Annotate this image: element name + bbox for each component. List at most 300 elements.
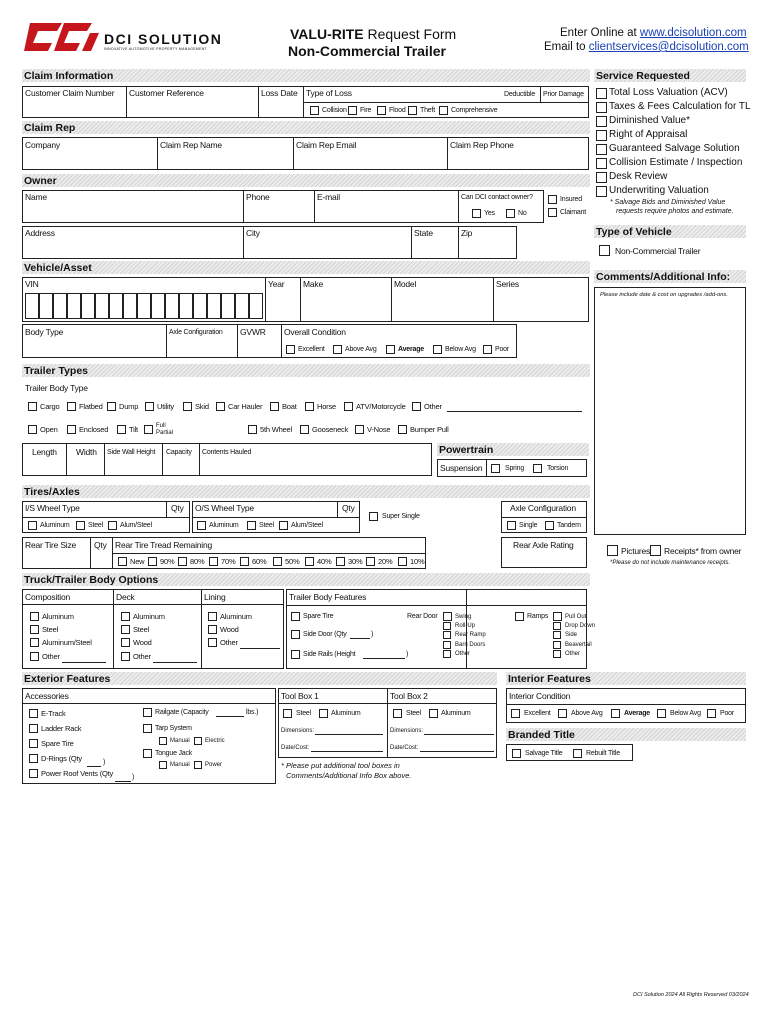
trailer-type-other-checkbox[interactable] (412, 402, 421, 411)
tread-70-checkbox[interactable] (209, 557, 218, 566)
tread-40-label: 40% (317, 557, 332, 566)
tarp-manual-checkbox[interactable] (159, 737, 167, 745)
length-label: Length (32, 447, 57, 457)
service-collision-estimate-inspection-checkbox[interactable] (596, 158, 607, 169)
ramps-checkbox[interactable] (515, 612, 524, 621)
salvage-title-checkbox[interactable] (512, 749, 521, 758)
deck-steel-checkbox[interactable] (121, 625, 130, 634)
series-label: Series (496, 279, 519, 289)
ramp-beavertail-checkbox[interactable] (553, 641, 561, 649)
trailer-type-horse-label: Horse (317, 402, 337, 411)
trailer-type-dump-label: Dump (119, 402, 139, 411)
theft-checkbox[interactable] (408, 106, 417, 115)
prior-damage-label: Prior Damage (543, 91, 584, 98)
composition-steel-label: Steel (42, 625, 59, 634)
owner-phone-label: Phone (246, 192, 270, 202)
interior-excellent-checkbox[interactable] (511, 709, 520, 718)
is-qty-label: Qty (171, 503, 184, 513)
rear-door-roll-up-checkbox[interactable] (443, 622, 451, 630)
tires-axles-header: Tires/Axles (22, 485, 590, 498)
trailer-type2-gooseneck-checkbox[interactable] (300, 425, 309, 434)
lining-other-checkbox[interactable] (208, 638, 217, 647)
deck-wood-label: Wood (133, 638, 152, 647)
make-label: Make (303, 279, 323, 289)
claim-rep-header: Claim Rep (22, 121, 590, 134)
city-label: City (246, 228, 260, 238)
rear-door-rear-ramp-label: Rear Ramp (455, 632, 486, 638)
ramp-other-label: Other (565, 651, 581, 657)
customer-claim-number-label: Customer Claim Number (25, 88, 115, 98)
toolbox-note-2: Comments/Additional Info Box above. (286, 771, 412, 780)
os-steel-checkbox[interactable] (247, 521, 256, 530)
trailer-type-skid-label: Skid (195, 402, 209, 411)
trailer-type2-5th-wheel-label: 5th Wheel (260, 425, 292, 434)
ramp-other-checkbox[interactable] (553, 650, 561, 658)
os-wheel-type-label: O/S Wheel Type (195, 503, 254, 513)
ramp-pull-out-label: Pull Out (565, 614, 587, 620)
tread-90-label: 90% (160, 557, 175, 566)
condition-poor-checkbox[interactable] (483, 345, 492, 354)
tread-80-label: 80% (190, 557, 205, 566)
trailer-type2-enclosed-label: Enclosed (79, 425, 109, 434)
insured-checkbox[interactable] (548, 195, 557, 204)
rear-door-other-checkbox[interactable] (443, 650, 451, 658)
super-single-checkbox[interactable] (369, 512, 378, 521)
trailer-type-cargo-checkbox[interactable] (28, 402, 37, 411)
lbs-label: lbs.) (246, 709, 259, 716)
contact-yes-checkbox[interactable] (472, 209, 481, 218)
receipts-note: *Please do not include maintenance receipts. (610, 560, 731, 566)
composition-aluminum-steel-label: Aluminum/Steel (42, 638, 92, 647)
rear-door-checkbox[interactable] (443, 612, 452, 621)
suspension-label: Suspension (440, 463, 483, 473)
fire-checkbox[interactable] (348, 106, 357, 115)
receipts-label: Receipts* from owner (664, 546, 742, 556)
tread-10-checkbox[interactable] (398, 557, 407, 566)
logo-tagline: INNOVATIVE AUTOMOTIVE PROPERTY MANAGEMENT (104, 47, 207, 51)
os-alum-steel-checkbox[interactable] (279, 521, 288, 530)
deck-label: Deck (116, 592, 135, 602)
rear-door-barn-doors-label: Barn Doors (455, 642, 486, 648)
vin-char-1-input[interactable] (25, 293, 39, 319)
state-label: State (414, 228, 433, 238)
axle-configuration-title: Axle Configuration (510, 503, 576, 513)
side-rails-checkbox[interactable] (291, 650, 300, 659)
powertrain-header: Powertrain (437, 443, 589, 456)
toolbox2-aluminum-checkbox[interactable] (429, 709, 438, 718)
rear-axle-rating-label: Rear Axle Rating (513, 540, 574, 550)
tongue-manual-checkbox[interactable] (159, 761, 167, 769)
width-label: Width (76, 447, 97, 457)
ramps-label: Ramps (527, 613, 549, 620)
trailer-type2-open-checkbox[interactable] (28, 425, 37, 434)
tool-box-1-label: Tool Box 1 (281, 691, 319, 701)
model-label: Model (394, 279, 417, 289)
form-title (290, 27, 456, 41)
lining-wood-checkbox[interactable] (208, 625, 217, 634)
ramp-drop-down-label: Drop Down (565, 623, 596, 629)
accessory-ladder-rack-checkbox[interactable] (29, 724, 38, 733)
trailer-type2-tilt-label: Tilt (129, 425, 138, 434)
service-underwriting-valuation-label: Underwriting Valuation (609, 185, 709, 196)
tongue-manual-label: Manual (170, 762, 190, 768)
owner-email-label: E-mail (317, 192, 340, 202)
condition-excellent-checkbox[interactable] (286, 345, 295, 354)
lining-aluminum-checkbox[interactable] (208, 612, 217, 621)
tread-90-checkbox[interactable] (148, 557, 157, 566)
tread-60-label: 60% (252, 557, 267, 566)
trailer-type-dump-checkbox[interactable] (107, 402, 116, 411)
rear-tire-size-label: Rear Tire Size (25, 540, 77, 550)
capacity-label: Capacity (166, 449, 192, 456)
accessory-e-track-checkbox[interactable] (29, 709, 38, 718)
service-diminished-value-checkbox[interactable] (596, 116, 607, 127)
is-aluminum-checkbox[interactable] (28, 521, 37, 530)
service-taxes-fees-calculation-for-tl-label: Taxes & Fees Calculation for TL (609, 101, 751, 112)
vin-char-13-input[interactable] (193, 293, 207, 319)
composition-aluminum-label: Aluminum (42, 612, 74, 621)
trailer-type-utility-checkbox[interactable] (145, 402, 154, 411)
service-total-loss-valuation-acv-label: Total Loss Valuation (ACV) (609, 87, 728, 98)
trailer-type-atv-motorcycle-checkbox[interactable] (344, 402, 353, 411)
rear-door-other-label: Other (455, 651, 471, 657)
spring-checkbox[interactable] (491, 464, 500, 473)
tread-30-checkbox[interactable] (336, 557, 345, 566)
toolbox1-dimensions-label: Dimensions: (281, 728, 315, 734)
tread-80-checkbox[interactable] (178, 557, 187, 566)
rebuilt-title-checkbox[interactable] (573, 749, 582, 758)
type-of-loss-label: Type of Loss (306, 88, 352, 98)
lining-wood-label: Wood (220, 625, 239, 634)
ramps-sub-checkbox[interactable] (553, 612, 562, 621)
trailer-type-skid-checkbox[interactable] (183, 402, 192, 411)
tread-20-checkbox[interactable] (366, 557, 375, 566)
service-guaranteed-salvage-solution-label: Guaranteed Salvage Solution (609, 143, 740, 154)
accessories-label: Accessories (25, 691, 69, 701)
trailer-types-header: Trailer Types (22, 364, 590, 377)
flood-checkbox[interactable] (377, 106, 386, 115)
type-of-vehicle-header: Type of Vehicle (594, 225, 746, 238)
service-desk-review-checkbox[interactable] (596, 172, 607, 183)
title-brand: VALU-RITE (290, 26, 364, 42)
railgate-checkbox[interactable] (143, 708, 152, 717)
dci-logo-icon (24, 21, 100, 53)
single-axle-checkbox[interactable] (507, 521, 516, 530)
full-label: Full (156, 423, 166, 429)
online-line: Enter Online at www.dcisolution.com (560, 27, 747, 39)
claim-rep-email-label: Claim Rep Email (296, 140, 357, 150)
is-wheel-type-label: I/S Wheel Type (25, 503, 80, 513)
trailer-type2-v-nose-label: V-Nose (367, 425, 391, 434)
accessory-spare-tire-checkbox[interactable] (29, 739, 38, 748)
vin-char-6-input[interactable] (95, 293, 109, 319)
accessory-e-track-label: E-Track (41, 709, 66, 718)
ramp-side-checkbox[interactable] (553, 631, 561, 639)
tread-40-checkbox[interactable] (305, 557, 314, 566)
tread-30-label: 30% (348, 557, 363, 566)
rear-door-roll-up-label: Roll-Up (455, 623, 476, 629)
claim-rep-name-label: Claim Rep Name (160, 140, 222, 150)
accessory-power-roof-vents-qty-checkbox[interactable] (29, 769, 38, 778)
vin-char-4-input[interactable] (67, 293, 81, 319)
tread-50-checkbox[interactable] (273, 557, 282, 566)
body-type-label: Body Type (25, 327, 64, 337)
accessory-spare-tire-label: Spare Tire (41, 739, 74, 748)
contents-hauled-label: Contents Hauled (202, 449, 252, 456)
trailer-type2-enclosed-checkbox[interactable] (67, 425, 76, 434)
interior-features-header: Interior Features (506, 672, 746, 685)
vin-label: VIN (25, 279, 39, 289)
service-guaranteed-salvage-solution-checkbox[interactable] (596, 144, 607, 155)
trailer-type2-open-label: Open (40, 425, 58, 434)
service-diminished-value-label: Diminished Value* (609, 115, 690, 126)
tread-new-checkbox[interactable] (118, 557, 127, 566)
receipts-checkbox[interactable] (650, 545, 661, 556)
composition-aluminum-checkbox[interactable] (30, 612, 39, 621)
ramp-drop-down-checkbox[interactable] (553, 622, 561, 630)
spare-tire-feature-checkbox[interactable] (291, 612, 300, 621)
rear-door-barn-doors-checkbox[interactable] (443, 641, 451, 649)
d-rings-close-paren: ) (103, 759, 106, 766)
zip-label: Zip (461, 228, 473, 238)
tread-10-label: 10% (410, 557, 425, 566)
comprehensive-checkbox[interactable] (439, 106, 448, 115)
tongue-power-label: Power (205, 762, 223, 768)
address-box (22, 226, 517, 259)
composition-other-checkbox[interactable] (30, 652, 39, 661)
interior-above-avg-checkbox[interactable] (558, 709, 567, 718)
trailer-type-flatbed-label: Flatbed (79, 402, 103, 411)
os-qty-label: Qty (342, 503, 355, 513)
vin-char-3-input[interactable] (53, 293, 67, 319)
lining-other-label: Other (220, 638, 238, 647)
composition-steel-checkbox[interactable] (30, 625, 39, 634)
comments-textarea[interactable] (594, 287, 746, 535)
lining-label: Lining (204, 592, 226, 602)
super-single-label: Super Single (382, 513, 420, 520)
deck-steel-label: Steel (133, 625, 150, 634)
tongue-jack-label: Tongue Jack (155, 750, 193, 757)
footer-copyright: DCI Solution 2024 All Rights Reserved 03/2024 (633, 992, 749, 998)
customer-reference-label: Customer Reference (129, 88, 204, 98)
trailer-type-utility-label: Utility (157, 402, 174, 411)
claimant-checkbox[interactable] (548, 208, 557, 217)
deductible-label: Deductible (504, 91, 536, 98)
accessory-power-roof-vents-qty-label: Power Roof Vents (Qty (41, 769, 114, 778)
trailer-type2-v-nose-checkbox[interactable] (355, 425, 364, 434)
company-label: Company (25, 140, 60, 150)
vin-char-5-input[interactable] (81, 293, 95, 319)
non-commercial-trailer-label: Non-Commercial Trailer (615, 246, 701, 256)
rear-door-label: Rear Door (407, 613, 438, 620)
deck-other-label: Other (133, 652, 151, 661)
service-desk-review-label: Desk Review (609, 171, 668, 182)
ramp-side-label: Side (565, 632, 578, 638)
trailer-type-boat-label: Boat (282, 402, 297, 411)
service-total-loss-valuation-acv-checkbox[interactable] (596, 88, 607, 99)
side-door-checkbox[interactable] (291, 630, 300, 639)
tarp-system-checkbox[interactable] (143, 724, 152, 733)
tread-new-label: New (130, 557, 145, 566)
trailer-type-car-hauler-label: Car Hauler (228, 402, 263, 411)
torsion-checkbox[interactable] (533, 464, 542, 473)
ramp-beavertail-label: Beavertail (565, 642, 592, 648)
contact-owner-label: Can DCI contact owner? (461, 194, 533, 201)
tarp-system-label: Tarp System (155, 725, 192, 732)
partial-label: Partial (156, 430, 174, 436)
accessory-ladder-rack-label: Ladder Rack (41, 724, 82, 733)
overall-condition-label: Overall Condition (284, 327, 346, 337)
comments-note: Please include date & cost on upgrades /add-ons. (600, 292, 728, 298)
tarp-electric-checkbox[interactable] (194, 737, 202, 745)
trailer-type-other-label: Other (424, 402, 442, 411)
tread-60-checkbox[interactable] (240, 557, 249, 566)
trailer-type-horse-checkbox[interactable] (305, 402, 314, 411)
side-rails-close-paren: ) (406, 651, 409, 658)
toolbox2-steel-checkbox[interactable] (393, 709, 402, 718)
tongue-jack-checkbox[interactable] (143, 749, 152, 758)
interior-poor-checkbox[interactable] (707, 709, 716, 718)
toolbox1-date-cost-label: Date/Cost: (281, 745, 310, 751)
service-requested-header: Service Requested (594, 69, 746, 82)
tongue-power-checkbox[interactable] (194, 761, 202, 769)
trailer-body-type-label: Trailer Body Type (25, 383, 88, 393)
vin-char-7-input[interactable] (109, 293, 123, 319)
lining-aluminum-label: Aluminum (220, 612, 252, 621)
trailer-type2-5th-wheel-checkbox[interactable] (248, 425, 257, 434)
service-collision-estimate-inspection-label: Collision Estimate / Inspection (609, 157, 743, 168)
branded-title-header: Branded Title (506, 728, 746, 741)
service-note-1: * Salvage Bids and Diminished Value (610, 199, 726, 206)
trailer-body-features-label: Trailer Body Features (289, 592, 367, 602)
is-steel-checkbox[interactable] (76, 521, 85, 530)
collision-checkbox[interactable] (310, 106, 319, 115)
vin-char-10-input[interactable] (151, 293, 165, 319)
vin-char-2-input[interactable] (39, 293, 53, 319)
is-alum-steel-checkbox[interactable] (108, 521, 117, 530)
trailer-type2-bumper-pull-label: Bumper Pull (410, 425, 449, 434)
body-options-header: Truck/Trailer Body Options (22, 573, 590, 586)
tread-70-label: 70% (221, 557, 236, 566)
tarp-manual-label: Manual (170, 738, 190, 744)
service-right-of-appraisal-label: Right of Appraisal (609, 129, 688, 140)
trailer-type-car-hauler-checkbox[interactable] (216, 402, 225, 411)
railgate-label: Railgate (Capacity (155, 709, 209, 716)
email-link[interactable]: clientservices@dcisolution.com (588, 41, 749, 53)
comments-header: Comments/Additional Info: (594, 270, 746, 283)
pictures-checkbox[interactable] (607, 545, 618, 556)
tread-20-label: 20% (378, 557, 393, 566)
accessory-d-rings-qty-label: D-Rings (Qty (41, 754, 82, 763)
form-subtitle: Non-Commercial Trailer (288, 43, 446, 59)
interior-condition-label: Interior Condition (509, 691, 571, 701)
trailer-type2-bumper-pull-checkbox[interactable] (398, 425, 407, 434)
deck-aluminum-label: Aluminum (133, 612, 165, 621)
vin-char-16-input[interactable] (235, 293, 249, 319)
dci-logo (24, 21, 244, 57)
owner-name-label: Name (25, 192, 47, 202)
deck-other-checkbox[interactable] (121, 652, 130, 661)
address-label: Address (25, 228, 55, 238)
rear-door-rear-ramp-checkbox[interactable] (443, 631, 451, 639)
trailer-type-flatbed-checkbox[interactable] (67, 402, 76, 411)
trailer-type2-gooseneck-label: Gooseneck (312, 425, 349, 434)
toolbox1-aluminum-checkbox[interactable] (319, 709, 328, 718)
vin-char-11-input[interactable] (165, 293, 179, 319)
claim-rep-phone-label: Claim Rep Phone (450, 140, 514, 150)
condition-average-checkbox[interactable] (386, 345, 395, 354)
trailer-type-atv-motorcycle-label: ATV/Motorcycle (356, 402, 406, 411)
non-commercial-trailer-checkbox[interactable] (599, 245, 610, 256)
toolbox2-dimensions-label: Dimensions: (390, 728, 424, 734)
axle-configuration-label: Axle Configuration (169, 329, 223, 336)
vin-char-12-input[interactable] (179, 293, 193, 319)
condition-below-avg-checkbox[interactable] (433, 345, 442, 354)
trailer-type2-tilt-checkbox[interactable] (117, 425, 126, 434)
owner-header: Owner (22, 174, 590, 187)
website-link[interactable]: www.dcisolution.com (639, 27, 747, 39)
condition-above-avg-checkbox[interactable] (333, 345, 342, 354)
body-type-box (22, 324, 517, 358)
toolbox-note-1: * Please put additional tool boxes in (281, 761, 400, 770)
toolbox1-steel-checkbox[interactable] (283, 709, 292, 718)
vin-char-15-input[interactable] (221, 293, 235, 319)
os-aluminum-checkbox[interactable] (197, 521, 206, 530)
tilt-full-partial-checkbox[interactable] (144, 425, 153, 434)
deck-wood-checkbox[interactable] (121, 638, 130, 647)
composition-label: Composition (25, 592, 71, 602)
side-door-close-paren: ) (371, 631, 374, 638)
contact-no-checkbox[interactable] (506, 209, 515, 218)
interior-below-avg-checkbox[interactable] (657, 709, 666, 718)
logo-text: DCI SOLUTION (104, 31, 223, 47)
vin-char-14-input[interactable] (207, 293, 221, 319)
tandem-axle-checkbox[interactable] (545, 521, 554, 530)
composition-aluminum-steel-checkbox[interactable] (30, 638, 39, 647)
exterior-features-header: Exterior Features (22, 672, 497, 685)
vehicle-asset-header: Vehicle/Asset (22, 261, 590, 274)
composition-other-label: Other (42, 652, 60, 661)
toolbox2-date-cost-label: Date/Cost: (390, 745, 419, 751)
service-underwriting-valuation-checkbox[interactable] (596, 186, 607, 197)
side-wall-height-label: Side Wall Height (107, 449, 156, 456)
trailer-type-cargo-label: Cargo (40, 402, 60, 411)
accessory-d-rings-qty-checkbox[interactable] (29, 754, 38, 763)
tread-50-label: 50% (285, 557, 300, 566)
roof-vents-close-paren: ) (132, 774, 135, 781)
trailer-type-boat-checkbox[interactable] (270, 402, 279, 411)
vin-char-8-input[interactable] (123, 293, 137, 319)
title-rest: Request Form (363, 26, 457, 42)
email-line: Email to clientservices@dcisolution.com (544, 41, 749, 53)
tool-box-2-label: Tool Box 2 (390, 691, 428, 701)
vin-char-9-input[interactable] (137, 293, 151, 319)
rear-qty-label: Qty (94, 540, 107, 550)
service-note-2: requests require photos and estimate. (616, 208, 734, 215)
rear-door-swing-label: Swing (455, 614, 472, 620)
service-right-of-appraisal-checkbox[interactable] (596, 130, 607, 141)
service-taxes-fees-calculation-for-tl-checkbox[interactable] (596, 102, 607, 113)
deck-aluminum-checkbox[interactable] (121, 612, 130, 621)
pictures-label: Pictures (621, 546, 651, 556)
rear-tread-label: Rear Tire Tread Remaining (115, 540, 213, 550)
gvwr-label: GVWR (240, 327, 266, 337)
vin-char-17-input[interactable] (249, 293, 263, 319)
tarp-electric-label: Electric (205, 738, 225, 744)
loss-date-label: Loss Date (261, 88, 298, 98)
interior-average-checkbox[interactable] (611, 709, 620, 718)
claim-information-header: Claim Information (22, 69, 590, 82)
